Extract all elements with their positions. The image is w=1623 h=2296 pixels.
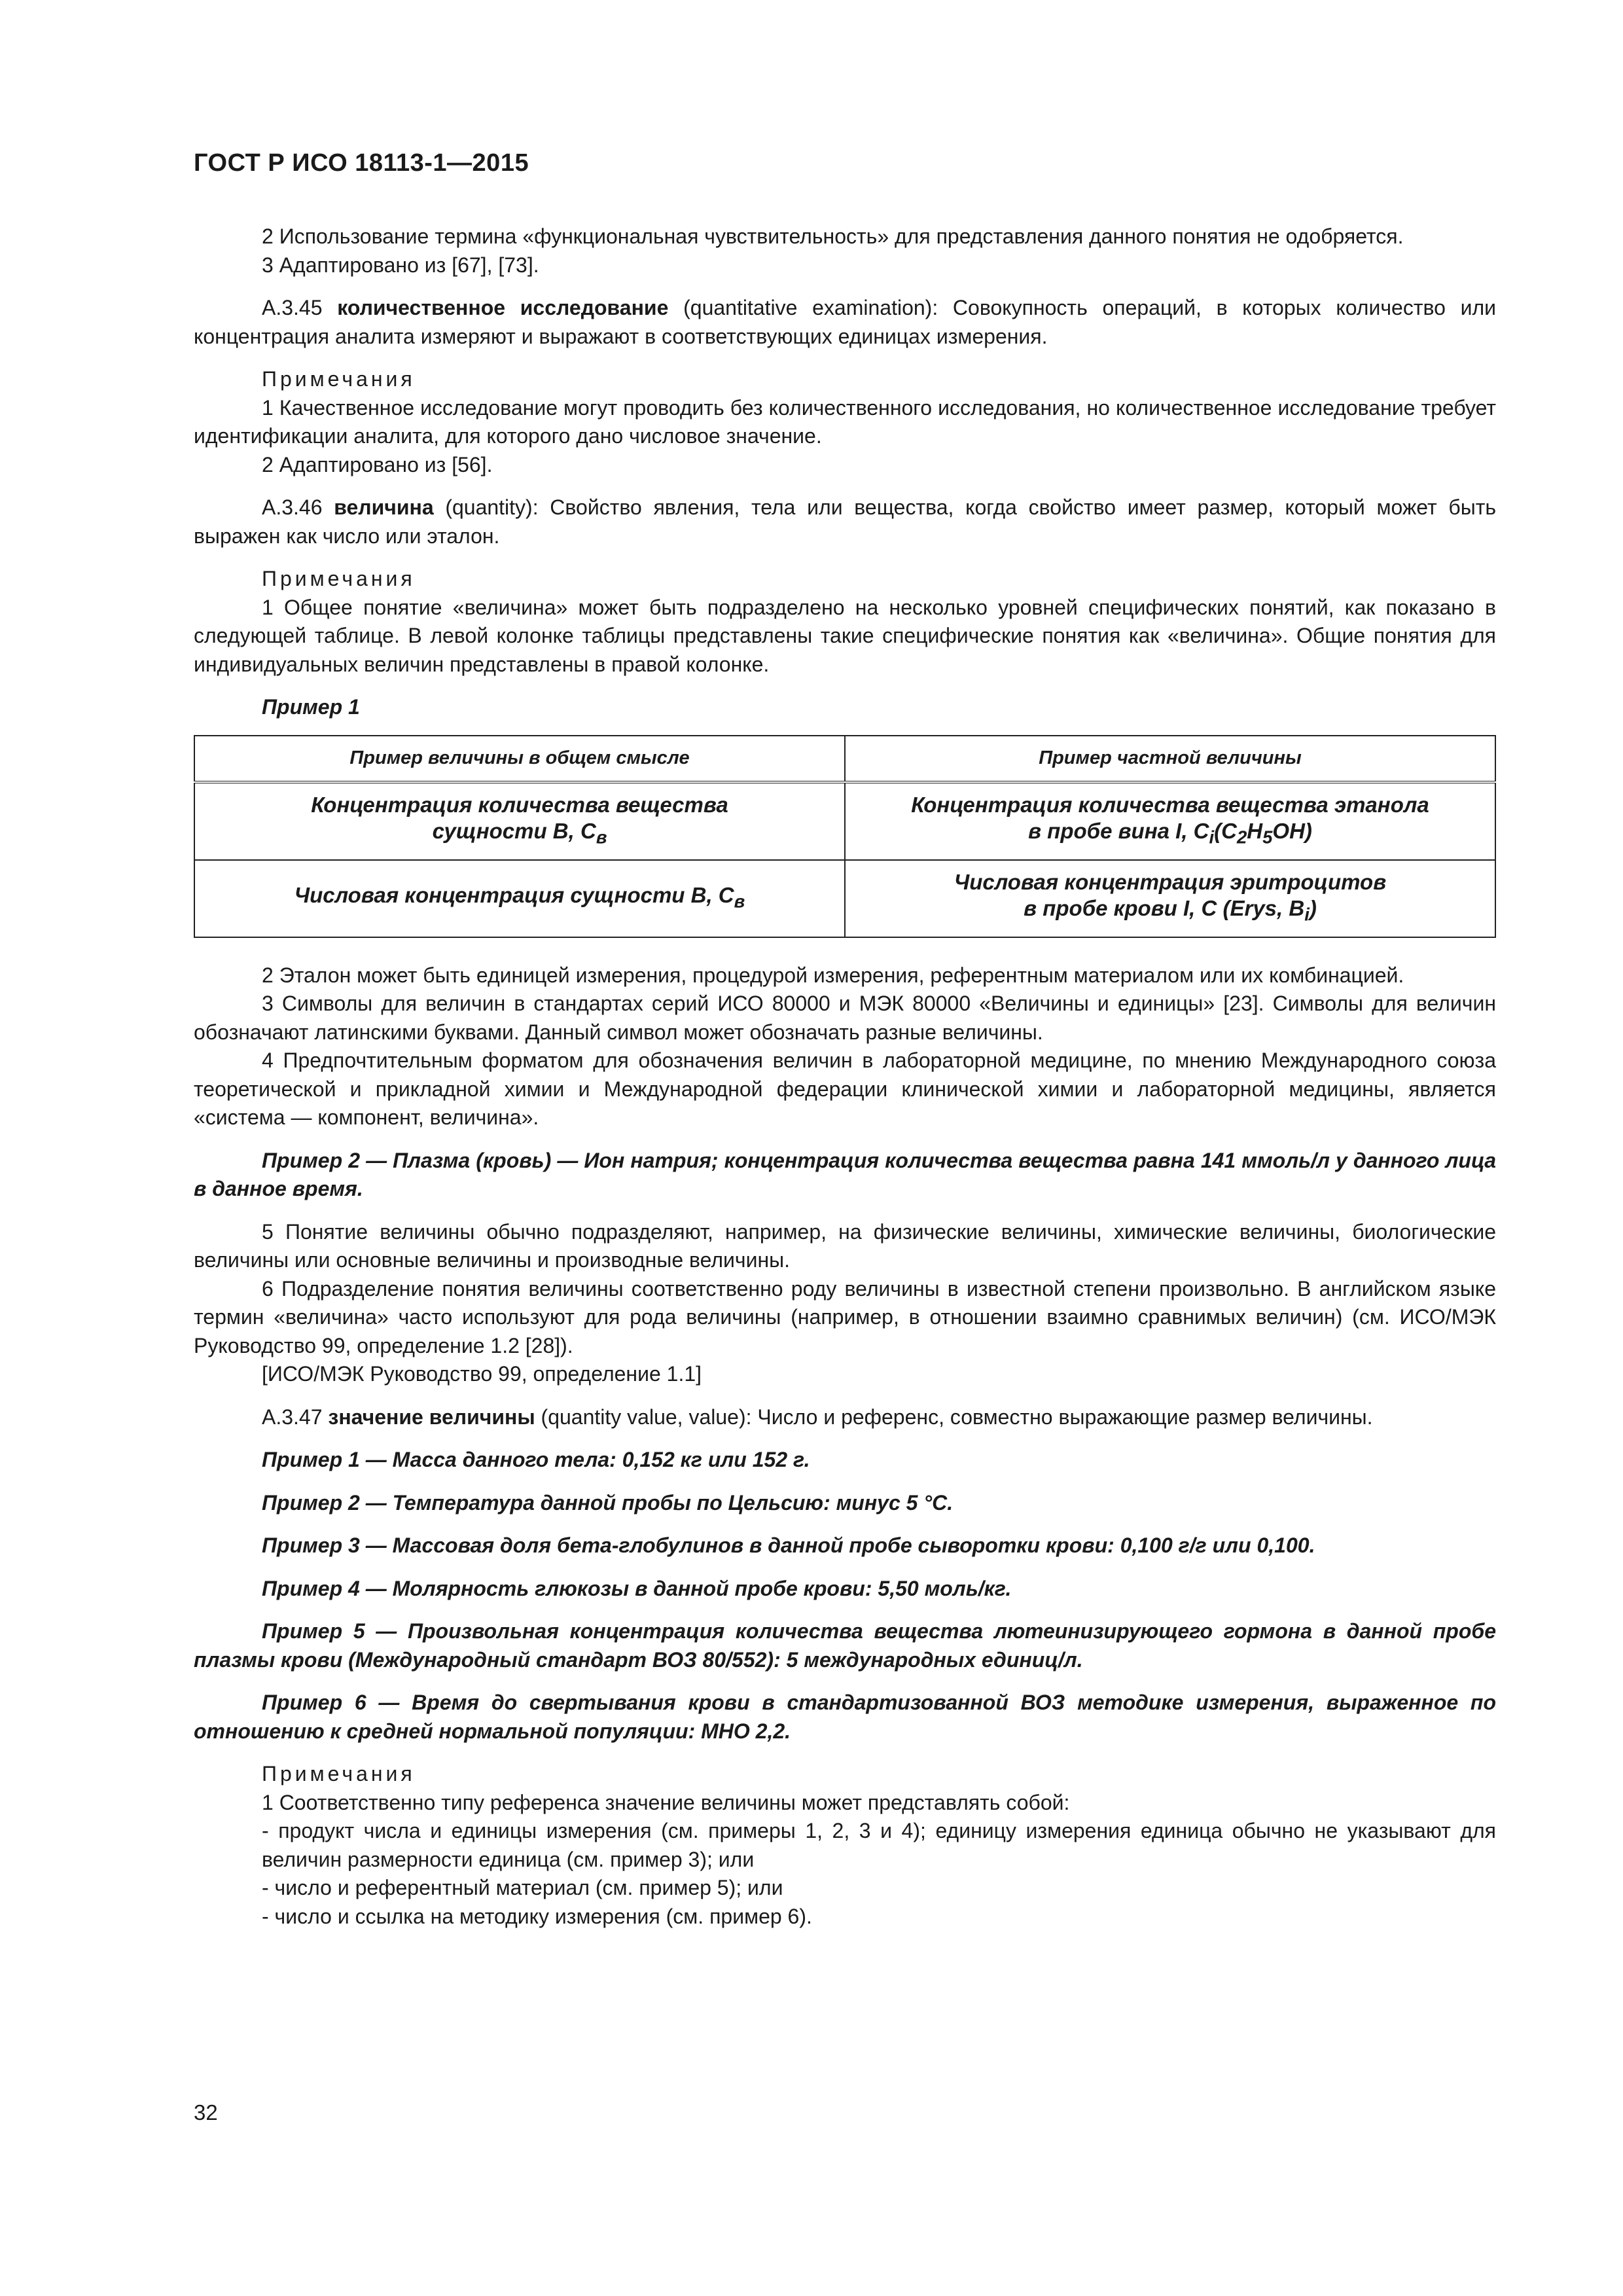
cell-text: OH)	[1272, 818, 1312, 843]
reference-paragraph: [ИСО/МЭК Руководство 99, определение 1.1]	[262, 1362, 702, 1386]
cell-text: Числовая концентрация эритроцитов	[954, 869, 1387, 894]
cell-text: H	[1247, 818, 1263, 843]
clause-number: А.3.46	[262, 495, 323, 519]
table-cell	[194, 860, 845, 937]
example-paragraph: Пример 4 — Молярность глюкозы в данной пробе крови: 5,50 моль/кг.	[262, 1576, 1012, 1600]
table-header-row	[194, 736, 1495, 782]
table-row	[194, 782, 1495, 860]
clause-number: А.3.47	[262, 1405, 323, 1429]
page-number: 32	[194, 2100, 218, 2125]
document-header: ГОСТ Р ИСО 18113-1—2015	[194, 149, 529, 177]
cell-text: в пробе крови I, C (Erys, B	[1024, 895, 1305, 920]
notes-heading: Примечания	[262, 367, 416, 391]
example-heading: Пример 1	[262, 695, 360, 719]
note-paragraph: 6 Подразделение понятия величины соответственно роду величины в известной степени произвольно. В английском языке термин «величина» часто используют для рода величины (например, в отношении взаимно сравнимых величин) (см. ИСО/МЭК Руководство 99, определение 1.2 [28]).	[194, 1276, 1496, 1357]
term: значение величины	[328, 1405, 535, 1429]
example-paragraph: Пример 6 — Время до свертывания крови в стандартизованной ВОЗ методике измерения, выраженное по отношению к средней нормальной популяции: МНО 2,2.	[194, 1691, 1496, 1743]
list-item: - число и референтный материал (см. пример 5); или	[262, 1876, 783, 1899]
cell-text: (C	[1214, 818, 1237, 843]
definition-text: (quantitative examination): Совокупность операций, в которых количество или концентрация аналита измеряют и выражают в соответствующих единицах измерения.	[194, 296, 1497, 348]
note-paragraph: 2 Эталон может быть единицей измерения, процедурой измерения, референтным материалом или их комбинацией.	[262, 963, 1404, 987]
example-paragraph: Пример 1 — Масса данного тела: 0,152 кг или 152 г.	[262, 1448, 810, 1471]
cell-text: Числовая концентрация сущности B, C	[294, 882, 734, 907]
table-header-cell: Пример частной величины	[845, 736, 1495, 782]
cell-text: Концентрация количества вещества этанола	[911, 792, 1429, 817]
note-paragraph: 4 Предпочтительным форматом для обозначения величин в лабораторной медицине, по мнению Международного союза теоретической и прикладной химии и Международной федерации клинической химии и лабораторной медицины, является «система — компонент, величина».	[194, 1049, 1496, 1129]
cell-text: сущности B, C	[432, 818, 596, 843]
example-paragraph: Пример 3 — Массовая доля бета-глобулинов в данной пробе сыворотки крови: 0,100 г/г или 0,100.	[262, 1534, 1315, 1557]
note-paragraph: 3 Символы для величин в стандартах серий ИСО 80000 и МЭК 80000 «Величины и единицы» [23]. Символы для величин обозначают латинскими буквами. Данный символ может обозначать разные величины.	[194, 992, 1496, 1044]
subscript: 2	[1236, 827, 1247, 848]
example-paragraph: Пример 2 — Температура данной пробы по Цельсию: минус 5 °С.	[262, 1490, 954, 1515]
cell-text: )	[1309, 895, 1317, 920]
definition-a345	[194, 294, 1496, 351]
definition-text: (quantity): Свойство явления, тела или вещества, когда свойство имеет размер, который может быть выражен как число или эталон.	[194, 495, 1497, 548]
notes-heading: Примечания	[262, 1762, 416, 1785]
table-header-cell: Пример величины в общем смысле	[194, 736, 845, 782]
note-paragraph: 2 Использование термина «функциональная чувствительность» для представления данного понятия не одобряется.	[262, 224, 1404, 248]
term: количественное исследование	[337, 296, 669, 319]
example-paragraph: Пример 5 — Произвольная концентрация количества вещества лютеинизирующего гормона в данной пробе плазмы крови (Международный стандарт ВОЗ 80/552): 5 международных единиц/л.	[194, 1619, 1496, 1672]
subscript: 5	[1262, 827, 1273, 848]
list-item: - продукт числа и единицы измерения (см. примеры 1, 2, 3 и 4); единицу измерения единица обычно не указывают для величин размерности единица (см. пример 3); или	[262, 1819, 1496, 1871]
definition-a346	[194, 493, 1496, 550]
note-paragraph: 1 Качественное исследование могут проводить без количественного исследования, но количественное исследование требует идентификации аналита, для которого дано числовое значение.	[194, 395, 1496, 448]
list-item: - число и ссылка на методику измерения (см. пример 6).	[262, 1904, 812, 1928]
table-cell	[845, 860, 1495, 937]
table-cell	[845, 782, 1495, 860]
subscript: в	[596, 827, 607, 848]
note-paragraph: 5 Понятие величины обычно подразделяют, например, на физические величины, химические величины, биологические величины или основные величины и производные величины.	[194, 1219, 1496, 1272]
note-paragraph: 1 Соответственно типу референса значение величины может представлять собой:	[262, 1790, 1070, 1814]
note-paragraph: 2 Адаптировано из [56].	[262, 452, 493, 476]
example-paragraph: Пример 2 — Плазма (кровь) — Ион натрия; концентрация количества вещества равна 141 ммоль/л у данного лица в данное время.	[194, 1148, 1496, 1200]
table-row	[194, 860, 1495, 937]
subscript: i	[1209, 827, 1215, 848]
note-paragraph: 1 Общее понятие «величина» может быть подразделено на несколько уровней специфических понятий, как показано в следующей таблице. В левой колонке таблицы представлены такие специфические понятия как «величина». Общие понятия для индивидуальных величин представлены в правой колонке.	[194, 595, 1496, 676]
term: величина	[334, 495, 434, 519]
note-paragraph: 3 Адаптировано из [67], [73].	[262, 253, 539, 277]
example-table	[194, 735, 1496, 938]
notes-heading: Примечания	[262, 567, 416, 590]
definition-text: (quantity value, value): Число и референс, совместно выражающие размер величины.	[541, 1405, 1373, 1429]
subscript: i	[1304, 904, 1310, 925]
clause-number: А.3.45	[262, 296, 323, 319]
definition-a347	[194, 1403, 1496, 1432]
subscript: в	[734, 891, 745, 912]
cell-text: в пробе вина I, C	[1028, 818, 1209, 843]
document-body	[194, 223, 1496, 1931]
cell-text: Концентрация количества вещества	[311, 792, 728, 817]
table-cell	[194, 782, 845, 860]
